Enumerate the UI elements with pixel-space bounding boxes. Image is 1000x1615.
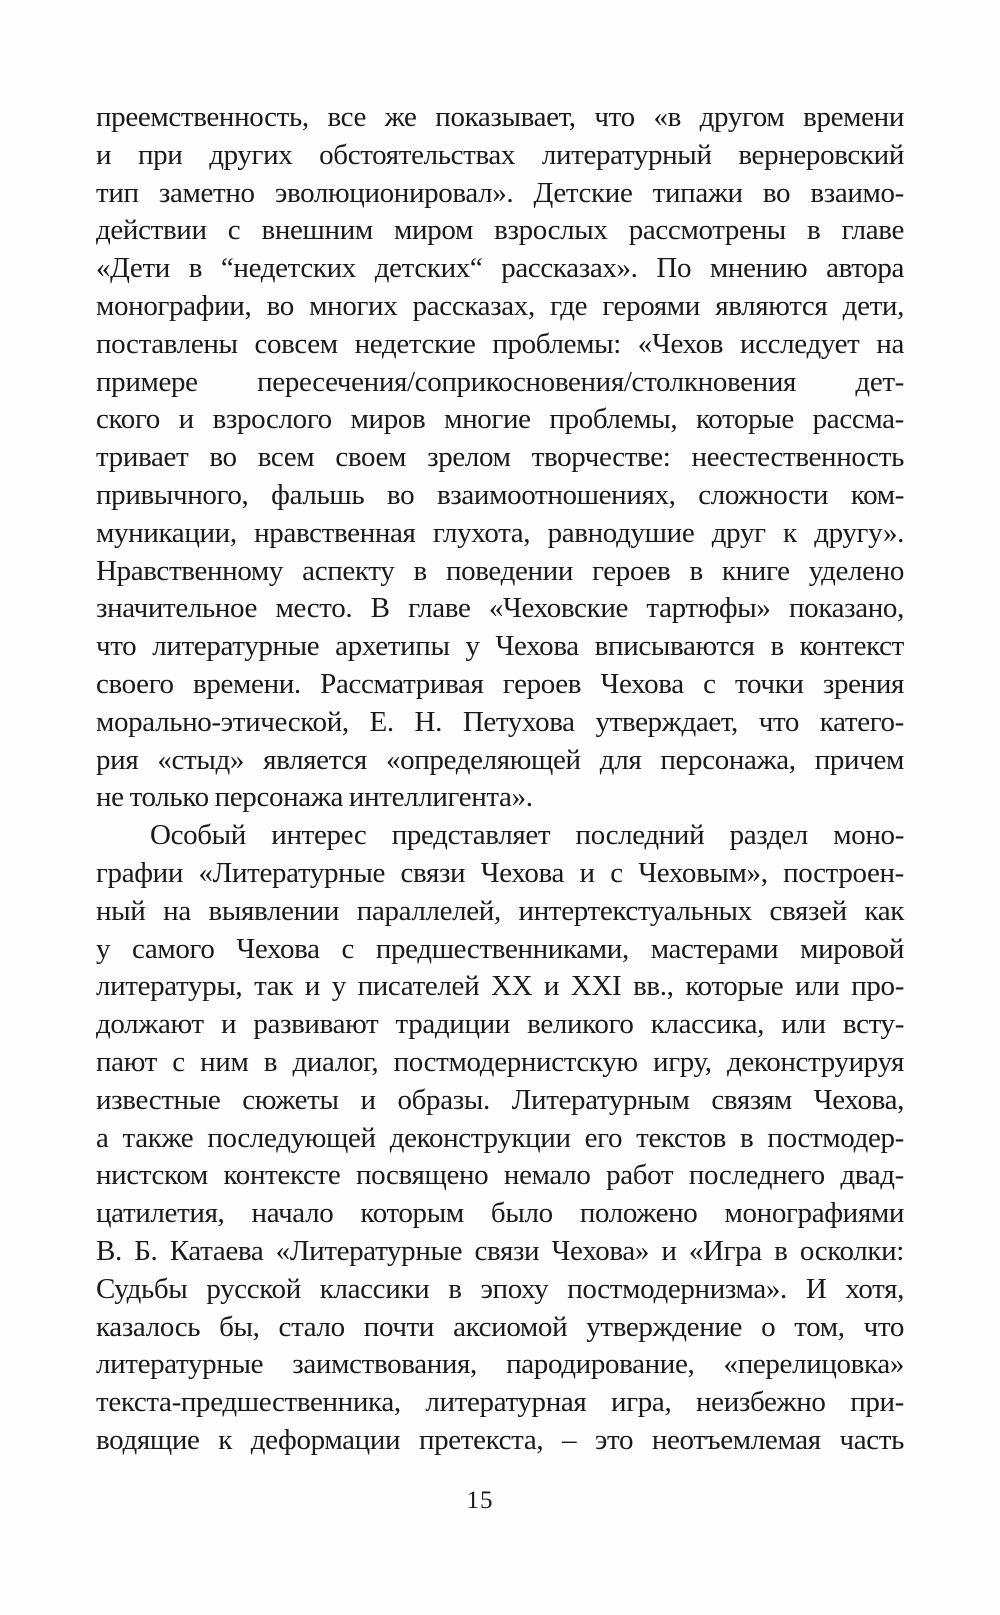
- text-line: казалось бы, стало почти аксиомой утверждение о том, что: [96, 1310, 904, 1343]
- text-line: известные сюжеты и образы. Литературным связям Чехова,: [96, 1083, 904, 1116]
- text-line: значительное место. В главе «Чеховские тартюфы» показано,: [96, 592, 904, 625]
- text-line: графии «Литературные связи Чехова и с Чеховым», построен-: [96, 856, 904, 889]
- text-line: монографии, во многих рассказах, где героями являются дети,: [96, 289, 904, 322]
- text-line-paragraph-start: Особый интерес представляет последний раздел моно-: [150, 819, 904, 852]
- text-line: действии с внешним миром взрослых рассмотрены в главе: [96, 214, 904, 247]
- text-line: пают с ним в диалог, постмодернистскую игру, деконструируя: [96, 1045, 904, 1078]
- text-line: водящие к деформации претекста, – это неотъемлемая часть: [96, 1423, 904, 1456]
- text-line: цатилетия, начало которым было положено монографиями: [96, 1197, 904, 1230]
- text-line: что литературные архетипы у Чехова вписываются в контекст: [96, 630, 904, 663]
- text-line: муникации, нравственная глухота, равнодушие друг к другу».: [96, 516, 904, 549]
- body-text: [96, 99, 904, 1460]
- text-line: нистском контексте посвящено немало работ последнего двад-: [96, 1159, 904, 1192]
- text-line: текста-предшественника, литературная игра, неизбежно при-: [96, 1386, 904, 1419]
- text-line: ского и взрослого миров многие проблемы, которые рассма-: [96, 403, 904, 436]
- text-line: ный на выявлении параллелей, интертекстуальных связей как: [96, 894, 904, 927]
- text-line: своего времени. Рассматривая героев Чехова с точки зрения: [96, 667, 904, 700]
- text-line: литературы, так и у писателей XX и XXI вв., которые или про-: [96, 970, 904, 1003]
- text-line: морально-этической, Е. Н. Петухова утверждает, что катего-: [96, 705, 904, 738]
- text-line: а также последующей деконструкции его текстов в постмодер-: [96, 1121, 904, 1154]
- text-line: привычного, фальшь во взаимоотношениях, сложности ком-: [96, 478, 904, 511]
- text-line: литературные заимствования, пародирование, «перелицовка»: [96, 1348, 904, 1381]
- text-line: В. Б. Катаева «Литературные связи Чехова» и «Игра в осколки:: [96, 1234, 904, 1267]
- text-line: преемственность, все же показывает, что «в другом времени: [96, 101, 904, 133]
- page-number: 15: [466, 1487, 494, 1514]
- text-line: должают и развивают традиции великого классика, или всту-: [96, 1008, 904, 1041]
- text-line: Нравственному аспекту в поведении героев в книге уделено: [96, 554, 904, 587]
- text-line: Судьбы русской классики в эпоху постмодернизма». И хотя,: [96, 1272, 904, 1305]
- text-line-paragraph-end: не только персонажа интеллигента».: [96, 781, 533, 814]
- text-line: и при других обстоятельствах литературный вернеровский: [96, 138, 904, 171]
- text-line: примере пересечения/соприкосновения/столкновения дет-: [96, 365, 904, 398]
- text-line: поставлены совсем недетские проблемы: «Чехов исследует на: [96, 327, 904, 360]
- text-line: рия «стыд» является «определяющей для персонажа, причем: [96, 743, 904, 776]
- text-line: у самого Чехова с предшественниками, мастерами мировой: [96, 932, 904, 965]
- text-line: тип заметно эволюционировал». Детские типажи во взаимо-: [96, 176, 904, 209]
- text-line: «Дети в “недетских детских“ рассказах». По мнению автора: [96, 252, 904, 285]
- text-line: тривает во всем своем зрелом творчестве: неестественность: [96, 441, 904, 474]
